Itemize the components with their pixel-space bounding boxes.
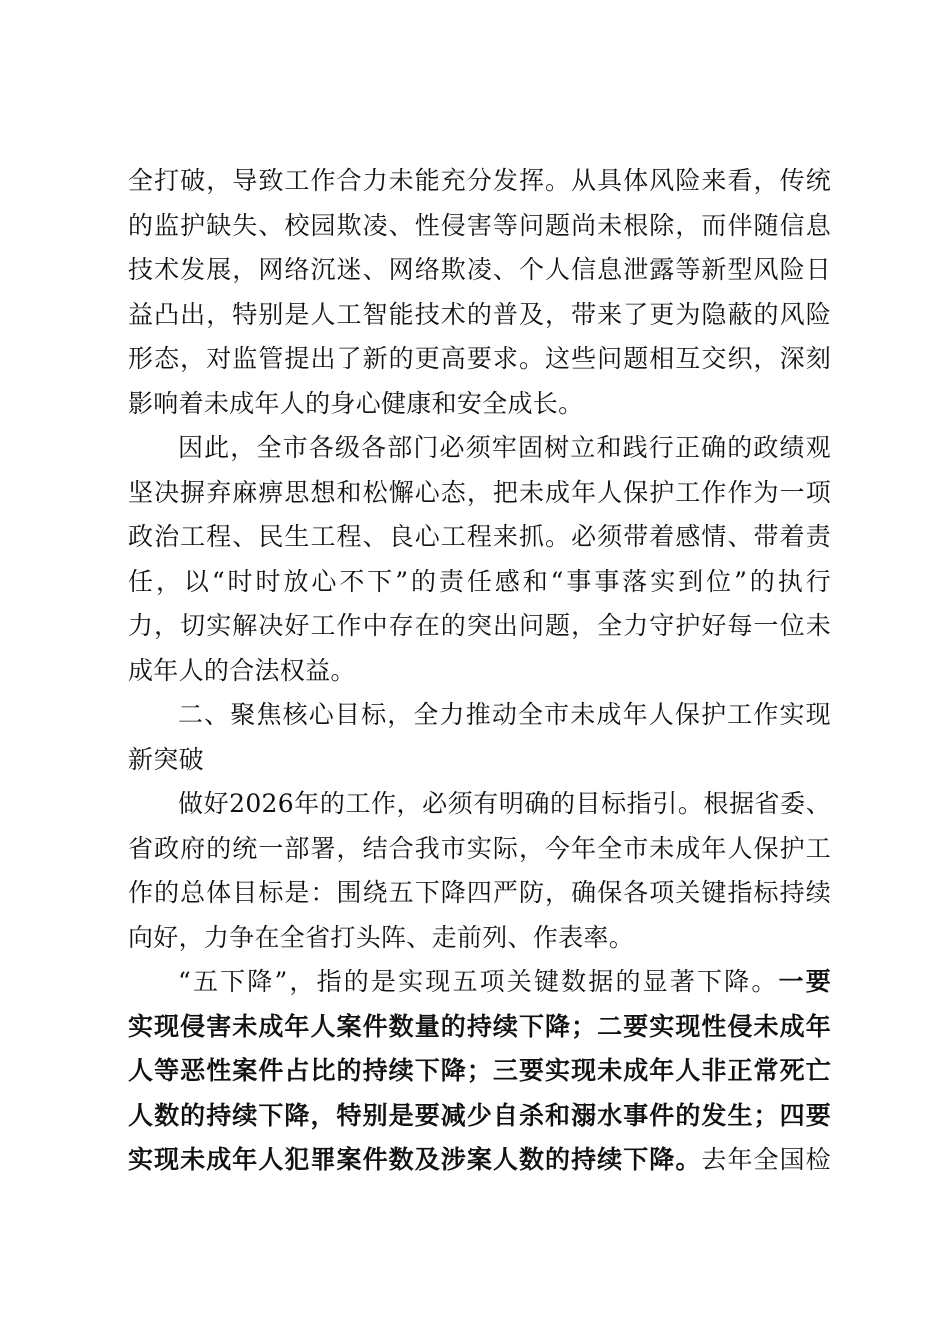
paragraph-risks — [128, 159, 831, 426]
text-line: 技术发展，网络沉迷、网络欺凌、个人信息泄露等新型风险日 — [128, 255, 831, 284]
text-line: 做好2026年的工作，必须有明确的目标指引。根据省委、 — [178, 789, 831, 818]
text-bold: 一要 — [778, 967, 831, 996]
paragraph-goals — [128, 782, 831, 960]
text-line: 政治工程、民生工程、良心工程来抓。必须带着感情、带着责 — [128, 522, 831, 551]
text-line-bold: 实现侵害未成年人案件数量的持续下降；二要实现性侵未成年 — [128, 1011, 831, 1041]
text-line: 新突破 — [128, 744, 204, 774]
text-line — [128, 1138, 831, 1183]
paragraph-therefore — [128, 426, 831, 693]
text-line: 益凸出，特别是人工智能技术的普及，带来了更为隐蔽的风险 — [128, 299, 831, 329]
text-line: 二、聚焦核心目标，全力推动全市未成年人保护工作实现 — [178, 700, 831, 729]
text-line: 省政府的统一部署，结合我市实际，今年全市未成年人保护工 — [128, 833, 831, 863]
text-line: 影响着未成年人的身心健康和安全成长。 — [128, 388, 584, 418]
text-line: 作的总体目标是：围绕五下降四严防，确保各项关键指标持续 — [128, 878, 831, 907]
text-line-bold: 人等恶性案件占比的持续下降；三要实现未成年人非正常死亡 — [128, 1056, 831, 1085]
text-line: 形态，对监管提出了新的更高要求。这些问题相互交织，深刻 — [128, 344, 831, 373]
text-line: 任，以“时时放心不下”的责任感和“事事落实到位”的执行 — [128, 566, 831, 596]
text-line: 全打破，导致工作合力未能充分发挥。从具体风险来看，传统 — [128, 166, 831, 195]
paragraph-five-declines — [128, 960, 831, 1183]
text-normal: “五下降”，指的是实现五项关键数据的显著下降。 — [178, 967, 779, 996]
text-line: 因此，全市各级各部门必须牢固树立和践行正确的政绩观 — [178, 433, 831, 462]
text-line: 力，切实解决好工作中存在的突出问题，全力守护好每一位未 — [128, 611, 831, 640]
text-line: 坚决摒弃麻痹思想和松懈心态，把未成年人保护工作作为一项 — [128, 477, 831, 507]
text-line: 成年人的合法权益。 — [128, 655, 356, 685]
text-line: 向好，力争在全省打头阵、走前列、作表率。 — [128, 922, 635, 952]
text-normal: 去年全国检 — [701, 1145, 831, 1174]
text-line — [128, 960, 831, 1005]
document-body — [128, 159, 831, 1183]
text-bold: 实现未成年人犯罪案件数及涉案人数的持续下降。 — [128, 1145, 702, 1174]
text-line-bold: 人数的持续下降，特别是要减少自杀和溺水事件的发生；四要 — [128, 1100, 831, 1130]
section-heading — [128, 693, 831, 782]
text-line: 的监护缺失、校园欺凌、性侵害等问题尚未根除，而伴随信息 — [128, 210, 831, 240]
